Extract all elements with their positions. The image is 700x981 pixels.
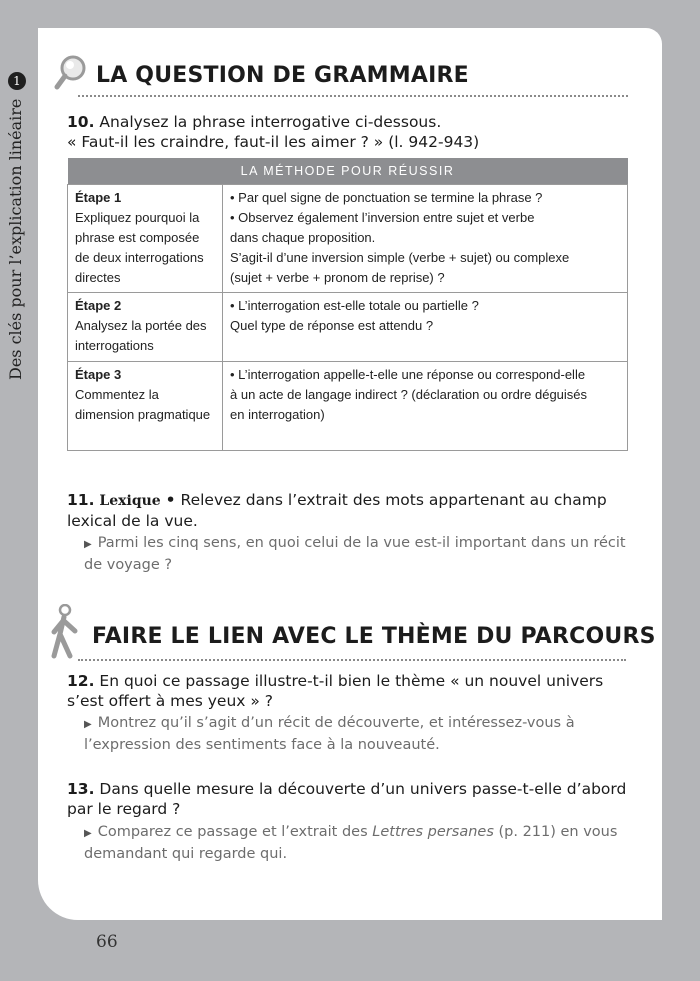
question-13-hint <box>84 822 634 865</box>
magnifier-icon <box>54 54 88 96</box>
guidance-line: à un acte de langage indirect ? (déclaration ou ordre déguisés <box>230 387 588 402</box>
question-11-hint <box>84 533 634 576</box>
guidance-line: • L’interrogation est-elle totale ou partielle ? <box>230 298 479 313</box>
method-table-header: LA MÉTHODE POUR RÉUSSIR <box>68 158 628 185</box>
guidance-line: • Observez également l’inversion entre sujet et verbe <box>230 210 535 225</box>
guidance-line: • Par quel signe de ponctuation se termine la phrase ? <box>230 190 543 205</box>
book-title: Lettres persanes <box>372 824 494 840</box>
step-label: Étape 2 <box>75 298 122 313</box>
tag-bullet: • <box>165 491 176 509</box>
question-13-text: Dans quelle mesure la découverte d’un univers passe-t-elle d’abord par le regard ? <box>67 780 627 818</box>
lexique-tag: Lexique <box>99 493 161 509</box>
section-grammar-title: LA QUESTION DE GRAMMAIRE <box>96 62 469 88</box>
question-10-line1: Analysez la phrase interrogative ci-dessous. <box>99 113 442 131</box>
hint-text: Montrez qu’il s’agit d’un récit de découverte, et intéressez-vous à l’expression des sentiments face à la nouveauté. <box>84 715 575 753</box>
chapter-badge: 1 <box>8 72 26 90</box>
question-11 <box>67 490 637 531</box>
step-description: Analysez la portée des interrogations <box>75 318 207 353</box>
dotted-divider <box>78 95 628 97</box>
step-guidance <box>223 362 628 451</box>
question-13 <box>67 779 637 819</box>
question-number: 13. <box>67 780 95 798</box>
step-label: Étape 1 <box>75 190 122 205</box>
question-12 <box>67 671 637 711</box>
guidance-line: (sujet + verbe + pronom de reprise) ? <box>230 270 445 285</box>
step-description: Commentez la dimension pragmatique <box>75 387 211 422</box>
question-12-text: En quoi ce passage illustre-t-il bien le thème « un nouvel univers s’est offert à mes yeux » ? <box>67 672 604 710</box>
sidebar-label-text: Des clés pour l’explication linéaire <box>6 98 25 380</box>
hint-text: Parmi les cinq sens, en quoi celui de la vue est-il important dans un récit de voyage ? <box>84 535 626 573</box>
guidance-line: Quel type de réponse est attendu ? <box>230 318 434 333</box>
triangle-bullet-icon: ▶ <box>84 719 92 730</box>
step-guidance <box>223 185 628 293</box>
page-number: 66 <box>96 932 118 952</box>
hint-text: Comparez ce passage et l’extrait des <box>97 824 373 840</box>
step-cell <box>68 185 223 293</box>
step-label: Étape 3 <box>75 367 122 382</box>
step-description: Expliquez pourquoi la phrase est composée de deux interrogations directes <box>75 210 204 285</box>
walking-person-icon <box>48 604 82 664</box>
question-number: 12. <box>67 672 95 690</box>
guidance-line: en interrogation) <box>230 407 325 422</box>
section-theme-heading <box>48 604 656 664</box>
step-cell <box>68 293 223 362</box>
question-10-line2: « Faut-il les craindre, faut-il les aimer ? » (l. 942-943) <box>67 133 480 151</box>
question-number: 11. <box>67 491 95 509</box>
triangle-bullet-icon: ▶ <box>84 828 92 839</box>
question-11-text: Relevez dans l’extrait des mots appartenant au champ lexical de la vue. <box>67 491 607 530</box>
dotted-divider <box>78 659 626 661</box>
table-row <box>68 362 628 451</box>
step-guidance <box>223 293 628 362</box>
question-10 <box>67 112 637 152</box>
section-grammar-heading <box>54 54 469 96</box>
sidebar-label <box>6 72 26 380</box>
step-cell <box>68 362 223 451</box>
section-theme-title: FAIRE LE LIEN AVEC LE THÈME DU PARCOURS <box>92 623 656 649</box>
question-number: 10. <box>67 113 95 131</box>
question-12-hint <box>84 713 634 756</box>
guidance-line: dans chaque proposition. <box>230 230 376 245</box>
guidance-line: • L’interrogation appelle-t-elle une réponse ou correspond-elle <box>230 367 586 382</box>
triangle-bullet-icon: ▶ <box>84 539 92 550</box>
method-table <box>67 158 628 451</box>
hint-text: (p. 211) en vous demandant qui regarde qui. <box>84 824 618 862</box>
guidance-line: S’agit-il d’une inversion simple (verbe + sujet) ou complexe <box>230 250 570 265</box>
table-row <box>68 293 628 362</box>
table-row <box>68 185 628 293</box>
